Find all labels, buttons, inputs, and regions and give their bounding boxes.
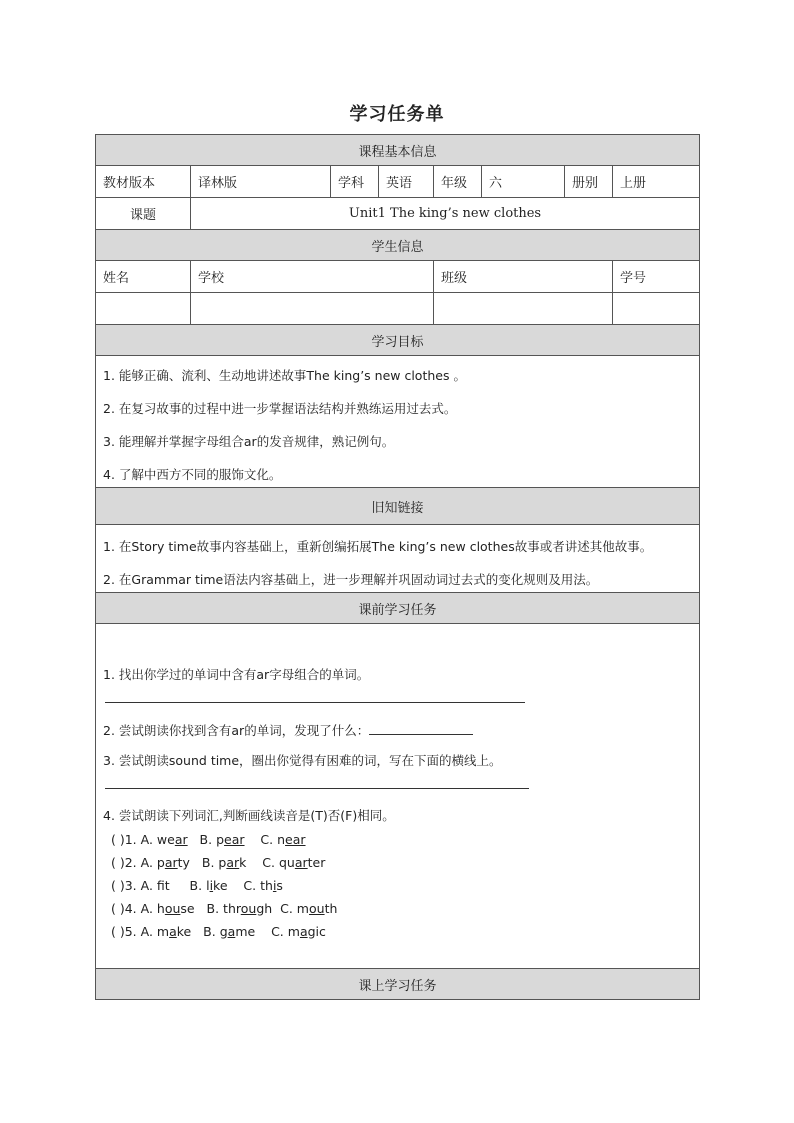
name-field[interactable]: [96, 293, 191, 325]
answer-line-3[interactable]: [105, 787, 529, 789]
school-field[interactable]: [191, 293, 434, 325]
goal-item: 1. 能够正确、流利、生动地讲述故事The king’s new clothes 。: [103, 368, 466, 383]
page-title: 学习任务单: [349, 104, 445, 125]
student-id-label: 学号: [613, 261, 700, 293]
goal-item: 3. 能理解并掌握字母组合ar的发音规律，熟记例句。: [103, 434, 395, 449]
task-4: 4. 尝试朗读下列词汇,判断画线读音是(T)否(F)相同。: [103, 807, 395, 823]
section-header-student-info: 学生信息: [96, 230, 700, 261]
section-header-pre-class-tasks: 课前学习任务: [96, 593, 700, 624]
question-2: ( )2. A. party B. park C. quarter: [111, 854, 326, 870]
class-field[interactable]: [434, 293, 613, 325]
school-label: 学校: [191, 261, 434, 293]
task-2-text: 2. 尝试朗读你找到含有ar的单词，发现了什么：: [103, 722, 370, 738]
task-1: 1. 找出你学过的单词中含有ar字母组合的单词。: [103, 666, 370, 682]
question-5: ( )5. A. make B. game C. magic: [111, 923, 326, 939]
class-label: 班级: [434, 261, 613, 293]
subject-label: 学科: [331, 166, 379, 198]
topic-value: Unit1 The king’s new clothes: [191, 198, 700, 230]
answer-blank-2[interactable]: [369, 722, 473, 735]
subject-value: 英语: [379, 166, 434, 198]
student-id-field[interactable]: [613, 293, 700, 325]
textbook-label: 教材版本: [96, 166, 191, 198]
question-4: ( )4. A. house B. through C. mouth: [111, 900, 338, 916]
pre-class-tasks-block: [96, 624, 700, 969]
topic-label: 课题: [96, 198, 191, 230]
goal-item: 4. 了解中西方不同的服饰文化。: [103, 467, 282, 482]
textbook-value: 译林版: [191, 166, 331, 198]
prior-item: 2. 在Grammar time语法内容基础上，进一步理解并巩固动词过去式的变化规则及用法。: [103, 572, 599, 587]
task-sheet-table: [95, 134, 700, 1000]
task-2: [103, 722, 692, 739]
volume-label: 册别: [565, 166, 613, 198]
question-3: ( )3. A. ft B. like C. this: [111, 877, 283, 893]
name-label: 姓名: [96, 261, 191, 293]
section-header-in-class-tasks: 课上学习任务: [96, 969, 700, 1000]
answer-line-1[interactable]: [105, 701, 525, 703]
section-header-course-info: 课程基本信息: [96, 135, 700, 166]
section-header-goals: 学习目标: [96, 325, 700, 356]
task-3: 3. 尝试朗读sound time，圈出你觉得有困难的词，写在下面的横线上。: [103, 752, 502, 768]
section-header-prior-knowledge: 旧知链接: [96, 488, 700, 525]
prior-knowledge-block: [96, 525, 700, 593]
question-1: ( )1. A. wear B. pear C. near: [111, 831, 306, 847]
grade-label: 年级: [434, 166, 482, 198]
volume-value: 上册: [613, 166, 700, 198]
grade-value: 六: [482, 166, 565, 198]
goals-block: [96, 356, 700, 488]
prior-item: 1. 在Story time故事内容基础上，重新创编拓展The king’s new clothes故事或者讲述其他故事。: [103, 539, 653, 554]
goal-item: 2. 在复习故事的过程中进一步掌握语法结构并熟练运用过去式。: [103, 401, 457, 416]
